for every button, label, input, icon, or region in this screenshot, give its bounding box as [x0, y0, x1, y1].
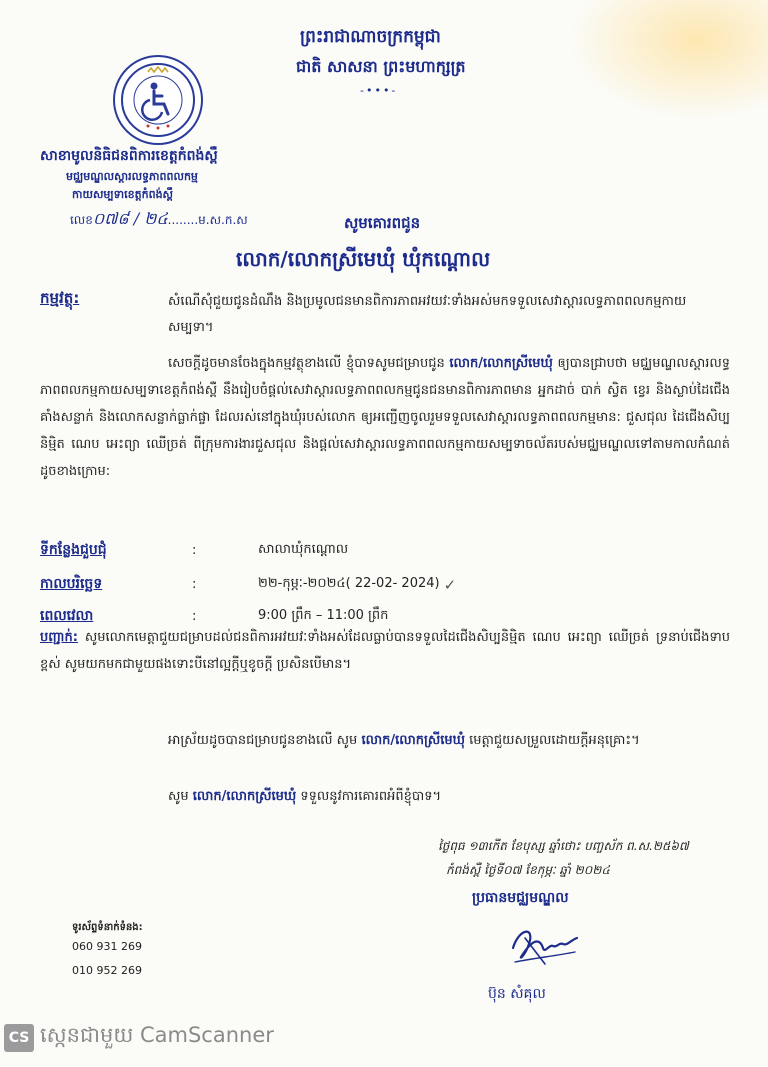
location-label: ទីកន្លែងជួបជុំ — [40, 542, 107, 558]
addressee: លោក/លោកស្រីមេឃុំ ឃុំកណ្តោល — [236, 247, 491, 271]
note-text: សូមលោកមេត្តាជួយជម្រាបដល់ជនពិការអវយវៈទាំងអស់ដែលធ្លាប់បានទទួលដៃជើងសិប្បនិម្មិត ណេប អេះព្យា ឈើច្រត់ ទ្រនាប់ជើងទាបខ្ពស់ សូមយកមកជាមួយផងទោះបីនៅល្អក្តីឬខូចក្តី ប្រសិនបើមាន។ — [40, 630, 730, 672]
closing-text: អាស្រ័យដូចបានជម្រាបជូនខាងលើ សូម — [168, 733, 362, 748]
body-text: សេចក្តីដូចមានចែងក្នុងកម្មវត្ថុខាងលើ ខ្ញុំបាទសូមជម្រាបជូន — [168, 356, 450, 371]
camscanner-logo-icon: CS — [4, 1024, 34, 1052]
note-label: បញ្ជាក់: — [40, 630, 78, 645]
body-addressee: លោក/លោកស្រីមេឃុំ — [449, 356, 553, 371]
regards-line — [168, 788, 441, 807]
wheelchair-icon — [118, 60, 198, 140]
location-value: សាលាឃុំកណ្តោល — [258, 542, 349, 557]
closing-text-cont: មេត្តាជួយសម្រួលដោយក្តីអនុគ្រោះ។ — [464, 733, 640, 748]
date-label: កាលបរិច្ឆេទ — [40, 576, 103, 592]
signature — [505, 918, 585, 982]
colon: : — [192, 577, 197, 592]
organization-logo — [113, 55, 203, 145]
subject-label: កម្មវត្ថុ: — [40, 289, 80, 307]
motto-ornament: -•••- — [360, 84, 398, 97]
ref-handwritten: ០៧៨ / ២៤ — [92, 209, 168, 228]
lunar-date: ថ្ងៃពុធ ១៣កើត ខែបុស្ស ឆ្នាំថោះ បញ្ចស័ក ព.ស.២៥៦៧ — [438, 839, 689, 853]
contact-label: ទូរស័ព្ទទំនាក់ទំនង: — [72, 922, 143, 933]
center-name-line2: កាយសម្បទាខេត្តកំពង់ស្ពឺ — [72, 188, 174, 201]
signer-name: ប៊ុន សំគុល — [488, 986, 546, 1002]
regards-text: ទទួលនូវការគោរពអំពីខ្ញុំបាទ។ — [296, 789, 442, 804]
respectfully-to: សូមគោរពជូន — [344, 214, 421, 232]
date-value: ២២-កុម្ភៈ-២០២៤( 22-02- 2024) — [258, 576, 440, 591]
ref-suffix: ម.ស.ក.ស — [198, 213, 248, 227]
closing-paragraph — [40, 726, 730, 756]
camscanner-watermark — [4, 1022, 274, 1053]
detail-row-location — [40, 540, 348, 561]
national-motto: ជាតិ សាសនា ព្រះមហាក្សត្រ — [296, 57, 466, 76]
center-name-line1: មជ្ឈមណ្ឌលស្តារលទ្ធភាពពលកម្ម — [66, 170, 198, 183]
colon: : — [192, 609, 197, 624]
detail-row-date — [40, 574, 456, 595]
body-paragraph — [40, 350, 730, 485]
solar-date: កំពង់ស្ពឺ ថ្ងៃទី០៧ ខែកុម្ភៈ ឆ្នាំ ២០២៤ — [446, 863, 610, 877]
closing-addressee: លោក/លោកស្រីមេឃុំ — [361, 733, 465, 748]
scan-light-glare — [568, 0, 768, 120]
body-text-cont: ឲ្យបានជ្រាបថា មជ្ឈមណ្ឌលស្តារលទ្ធភាពពលកម្មកាយសម្បទាខេត្តកំពង់ស្ពឺ នឹងរៀបចំផ្តល់សេវាស្តារលទ្ធភាពពលកម្មជូនជនមានពិការភាពមាន អ្នកដាច់ បាក់ ស្វិត ខ្វេរ និងស្លាប់ដៃជើង គាំងសន្លាក់ និងលោកសន្លាក់ធ្លាក់ផ្ចា ដែលរស់នៅក្នុងឃុំរបស់លោក ឲ្យអញ្ជើញចូលរួមទទួលសេវាស្តារលទ្ធភាពពលកម្មមាន: ជួសជុល ដៃជើងសិប្បនិម្មិត ណេប អេះព្យា ឈើច្រត់ ពីក្រុមការងារជួសជុល និងផ្តល់សេវាស្តារលទ្ធភាពពលកម្មកាយសម្បទាចល័តរបស់មជ្ឈមណ្ឌលទៅតាមកាលកំណត់ដូចខាងក្រោម: — [40, 356, 730, 479]
regards-addressee: លោក/លោកស្រីមេឃុំ — [192, 789, 297, 804]
watermark-text: ស្កេនជាមួយ CamScanner — [40, 1023, 274, 1047]
org-name: សាខាមូលនិធិជនពិការខេត្តកំពង់ស្ពឺ — [40, 148, 218, 164]
regards-prefix: សូម — [168, 789, 193, 804]
phone-number-2: 010 952 269 — [72, 964, 142, 977]
colon: : — [192, 543, 197, 558]
ref-prefix: លេខ — [70, 213, 93, 227]
time-label: ពេលវេលា — [40, 608, 94, 624]
check-mark-icon: ✓ — [443, 575, 457, 594]
kingdom-heading: ព្រះរាជាណាចក្រកម្ពុជា — [300, 27, 441, 47]
phone-number-1: 060 931 269 — [72, 940, 142, 953]
time-value: 9:00 ព្រឹក – 11:00 ព្រឹក — [258, 608, 389, 623]
director-title: ប្រធានមជ្ឈមណ្ឌល — [472, 890, 569, 906]
reference-number: លេខ០៧៨ / ២៤........ម.ស.ក.ស — [70, 209, 248, 228]
subject-text: សំណើសុំជួយជូនដំណឹង និងប្រមូលជនមានពិការភាពអវយវៈទាំងអស់មកទទួលសេវាស្តារលទ្ធភាពពលកម្មកាយសម្បទា។ — [168, 294, 687, 335]
note-paragraph — [40, 624, 730, 678]
